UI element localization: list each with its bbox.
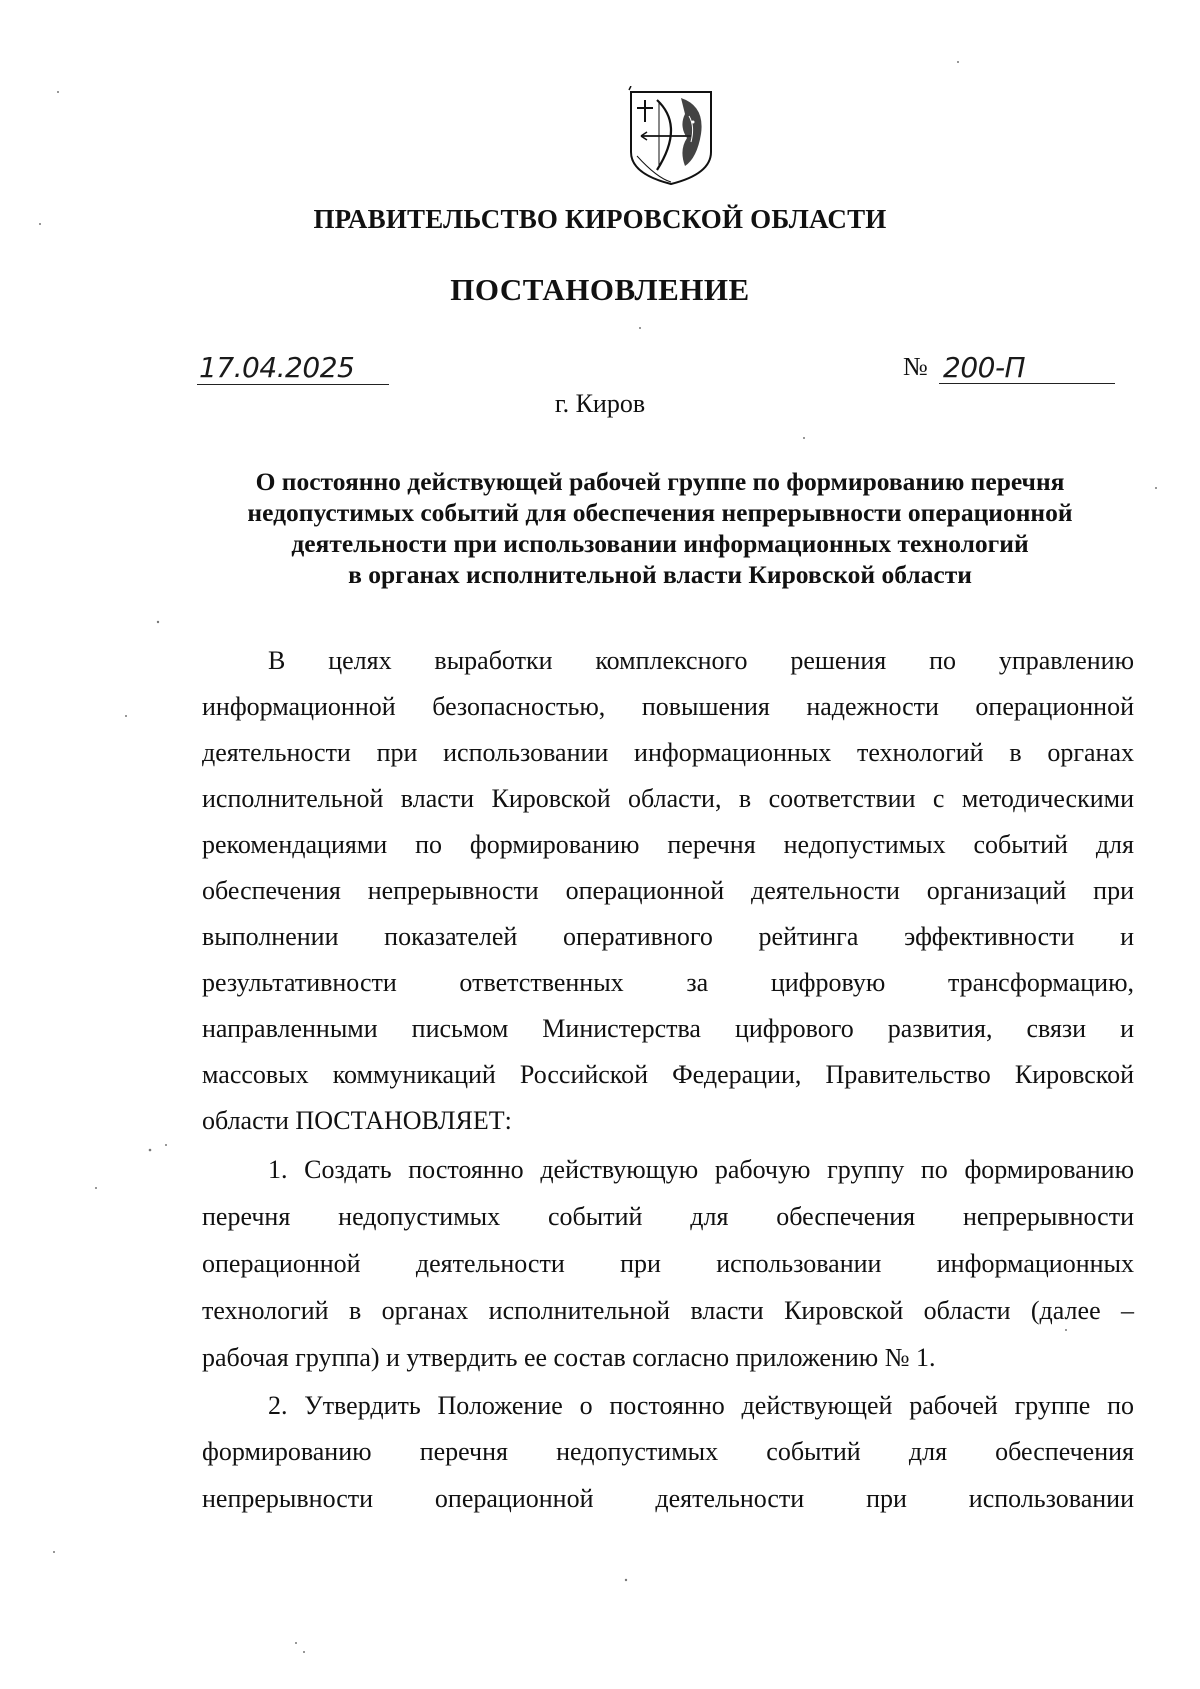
document-type: ПОСТАНОВЛЕНИЕ (450, 272, 750, 307)
date-value: 17.04.2025 (199, 351, 355, 384)
city-name: г. Киров (554, 389, 646, 418)
heading-line: деятельности при использовании информационных технологий (291, 529, 1029, 558)
heading-line: недопустимых событий для обеспечения непрерывности операционной (247, 498, 1073, 527)
number-sign: № (903, 352, 928, 381)
body-line: непрерывности операционной деятельности при использовании (202, 1484, 1134, 1513)
body-line: технологий в органах исполнительной власти Кировской области (далее – (202, 1296, 1134, 1325)
heading-line: О постоянно действующей рабочей группе по формированию перечня (255, 467, 1065, 496)
document-heading (200, 466, 1120, 590)
number-value: 200-П (943, 351, 1026, 384)
body-line: операционной деятельности при использовании информационных (202, 1249, 1134, 1278)
body-line: перечня недопустимых событий для обеспечения непрерывности (202, 1202, 1134, 1231)
body-line: рекомендациями по формированию перечня недопустимых событий для (202, 830, 1134, 859)
body-line: информационной безопасностью, повышения надежности операционной (202, 692, 1134, 721)
body-line: результативности ответственных за цифровую трансформацию, (202, 968, 1134, 997)
heading-line: в органах исполнительной власти Кировской области (348, 560, 972, 589)
date-field (197, 350, 389, 385)
body-line: исполнительной власти Кировской области, в соответствии с методическими (202, 784, 1134, 813)
body-line: направленными письмом Министерства цифрового развития, связи и (202, 1014, 1134, 1043)
body-line: обеспечения непрерывности операционной деятельности организаций при (202, 876, 1134, 905)
body-line: 2. Утвердить Положение о постоянно действующей рабочей группе по (268, 1391, 1134, 1420)
body-line: выполнении показателей оперативного рейтинга эффективности и (202, 922, 1134, 951)
body-line: формированию перечня недопустимых событий для обеспечения (202, 1437, 1134, 1466)
body-line: деятельности при использовании информационных технологий в органах (202, 738, 1134, 767)
body-line: В целях выработки комплексного решения по управлению (268, 646, 1134, 675)
body-line: области ПОСТАНОВЛЯЕТ: (202, 1106, 512, 1135)
government-name: ПРАВИТЕЛЬСТВО КИРОВСКОЙ ОБЛАСТИ (313, 204, 887, 234)
body-line: массовых коммуникаций Российской Федерации, Правительство Кировской (202, 1060, 1134, 1089)
number-field (903, 350, 1115, 384)
kirov-coat-of-arms-icon (627, 86, 715, 186)
body-line: 1. Создать постоянно действующую рабочую группу по формированию (268, 1155, 1134, 1184)
body-line: рабочая группа) и утвердить ее состав согласно приложению № 1. (202, 1343, 936, 1372)
